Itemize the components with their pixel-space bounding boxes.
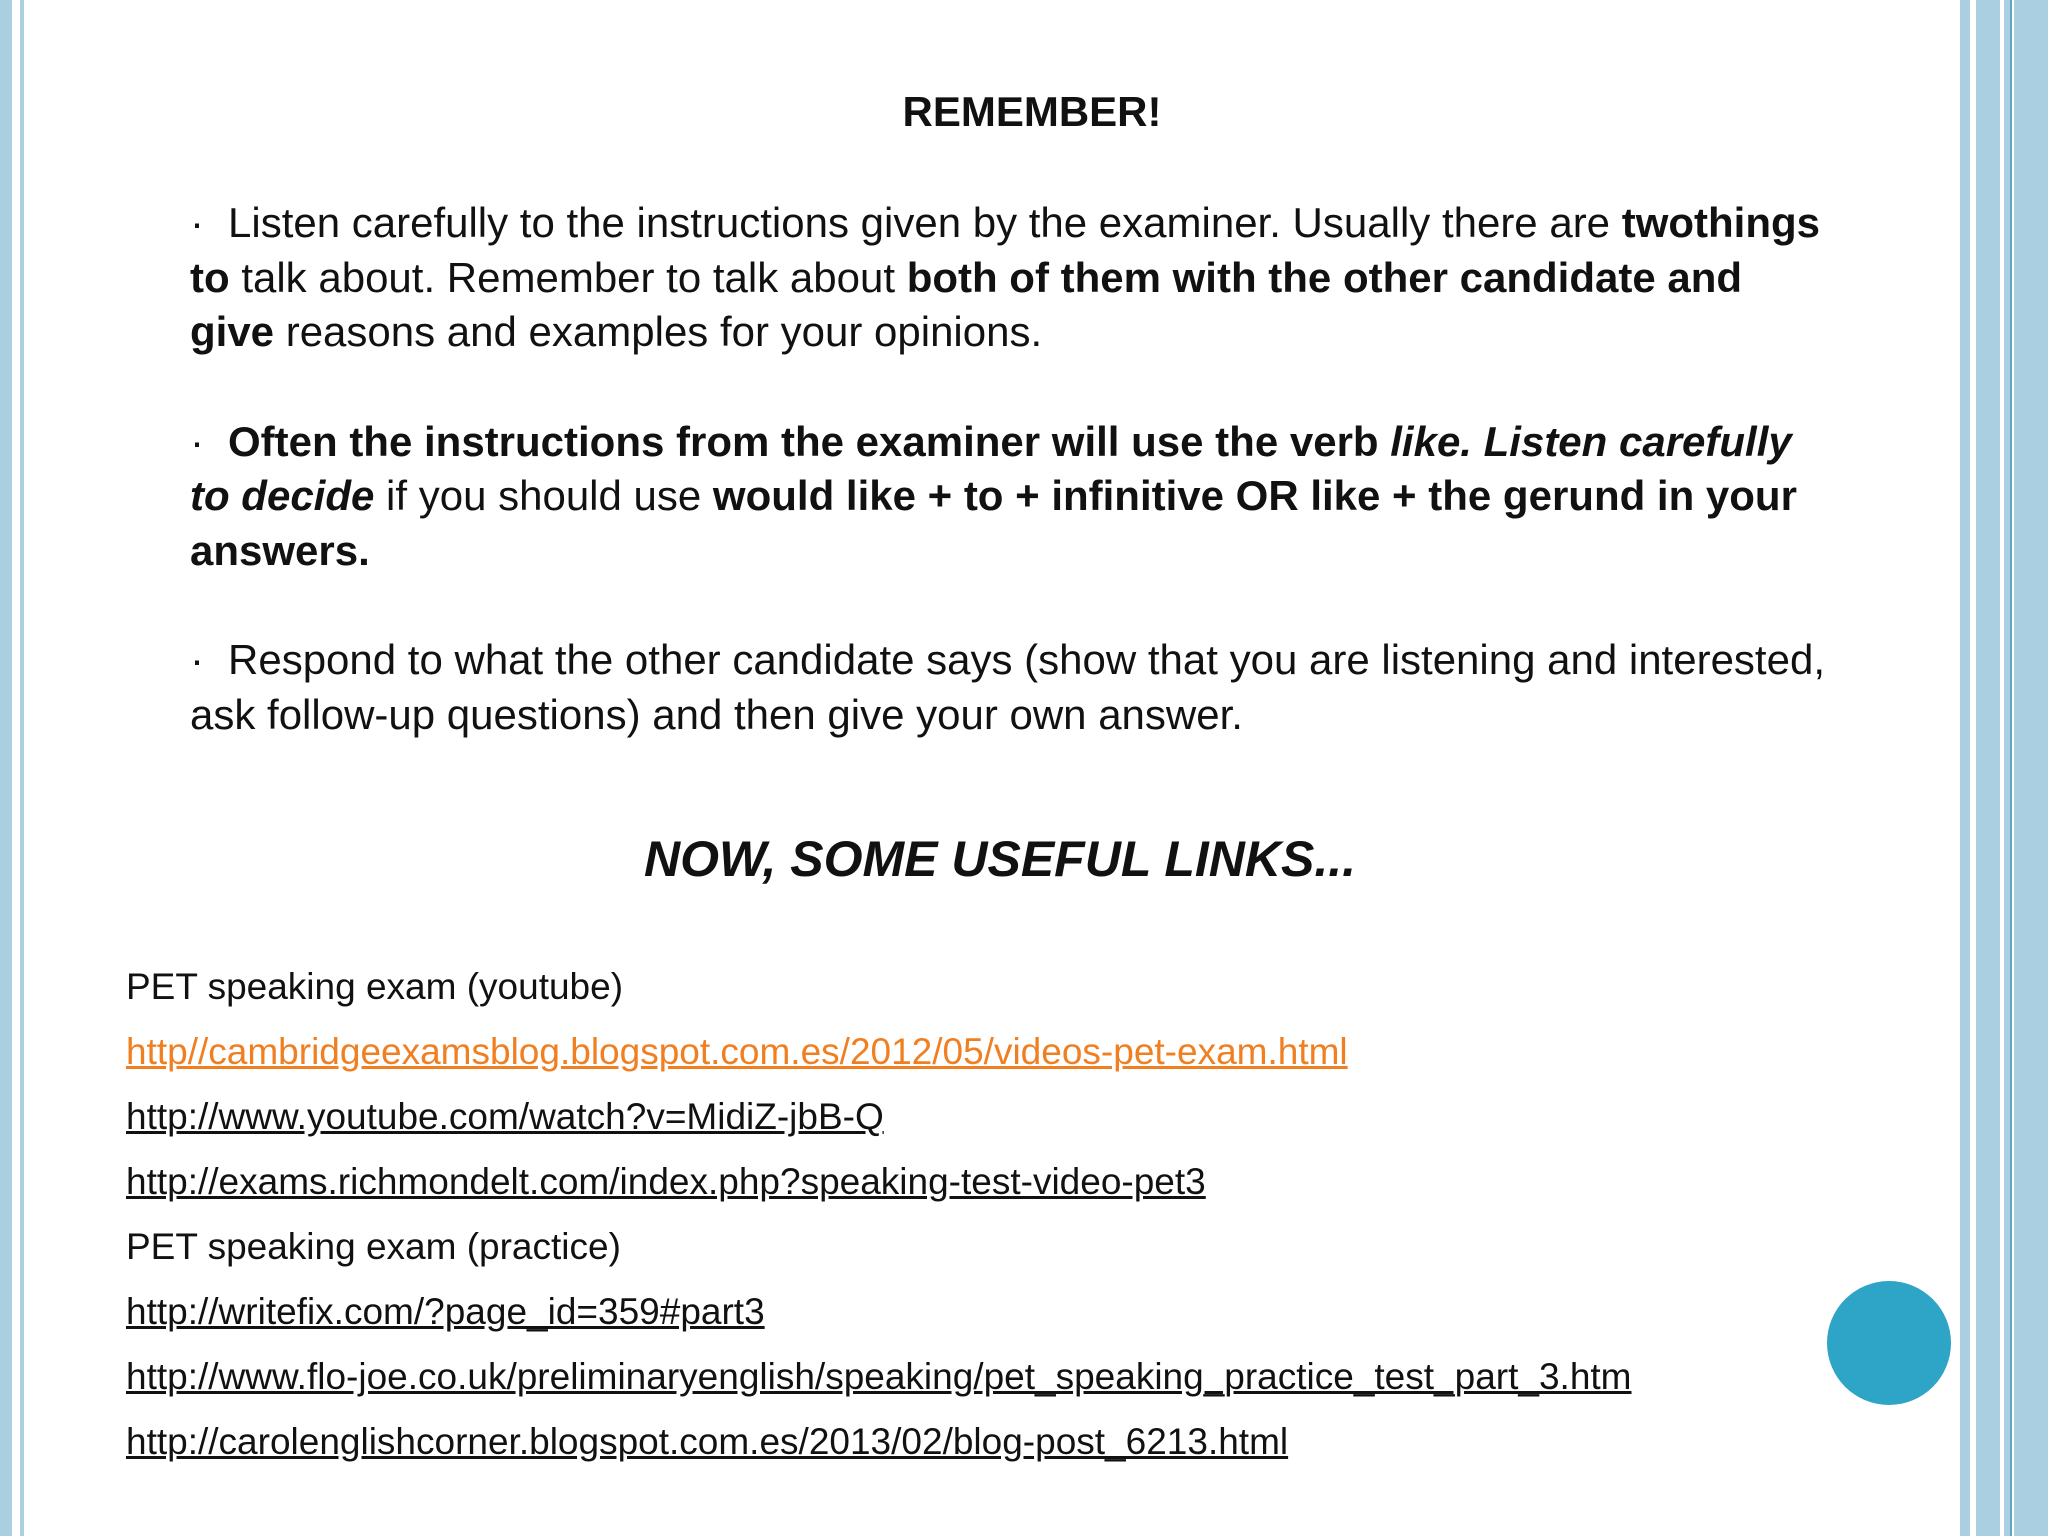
frame-bar-left [0, 0, 12, 1536]
link-row [126, 1409, 1826, 1474]
frame-line-right [2010, 0, 2012, 1536]
bullet-dot: · [190, 636, 204, 683]
link-row [126, 1149, 1826, 1214]
bullet-text-segment: talk about. Remember to talk about [229, 253, 907, 301]
decorative-circle [1827, 1281, 1951, 1405]
resource-link[interactable]: http://exams.richmondelt.com/index.php?speaking-test-video-pet3 [126, 1161, 1206, 1202]
bullet-text-segment: reasons and examples for your opinions. [274, 308, 1043, 355]
bullet-text-segment: if you should use [374, 472, 713, 519]
link-group-label-row [126, 1214, 1826, 1279]
links-heading: NOW, SOME USEFUL LINKS... [643, 831, 1357, 887]
frame-bar-right [2014, 0, 2048, 1536]
link-group-label: PET speaking exam (youtube) [126, 966, 624, 1007]
bullet-text-segment: would like + to + infinitive OR like + the gerund in your answers. [190, 472, 1797, 574]
bullet-text-segment: Listen carefully to the instructions given by the examiner. Usually there are [228, 199, 1622, 246]
frame-bar-right [2004, 0, 2010, 1536]
bullet-text-segment: Respond to what the other candidate says (show that you are listening and interested, ask follow-up questions) and then give your own answer. [190, 636, 1825, 738]
resource-link[interactable]: http://www.youtube.com/watch?v=MidiZ-jbB-Q [126, 1096, 884, 1137]
bullet-item [190, 633, 1830, 742]
link-row [126, 1019, 1826, 1084]
frame-bar-right [1960, 0, 1970, 1536]
link-row [126, 1279, 1826, 1344]
resource-link[interactable]: http://carolenglishcorner.blogspot.com.es/2013/02/blog-post_6213.html [126, 1421, 1289, 1462]
link-row [126, 1084, 1826, 1149]
bullet-item [190, 415, 1830, 579]
resource-link[interactable]: http://writefix.com/?page_id=359#part3 [126, 1291, 765, 1332]
slide-title: REMEMBER! [902, 88, 1162, 135]
frame-bar-right [1976, 0, 2000, 1536]
resource-link[interactable]: http://www.flo-joe.co.uk/preliminaryenglish/speaking/pet_speaking_practice_test_part_3.htm [126, 1356, 1632, 1397]
link-group-label: PET speaking exam (practice) [126, 1226, 621, 1267]
bullet-text-segment: like. Listen carefully to decide [190, 417, 1792, 519]
bullet-text-segment: both of them with the other candidate and give [190, 253, 1743, 355]
bullet-dot: · [190, 417, 204, 465]
bullet-item [190, 196, 1830, 360]
resource-link[interactable]: http//cambridgeexamsblog.blogspot.com.es/2012/05/videos-pet-exam.html [126, 1031, 1348, 1072]
frame-line-left [20, 0, 24, 1536]
bullet-text-segment: twothings to [190, 199, 1821, 301]
bullet-list [190, 196, 1830, 797]
bullet-text-segment: Often the instructions from the examiner will use the verb [228, 417, 1391, 465]
link-group-label-row [126, 954, 1826, 1019]
bullet-dot: · [190, 199, 204, 246]
link-row [126, 1344, 1826, 1409]
link-list [126, 954, 1826, 1474]
